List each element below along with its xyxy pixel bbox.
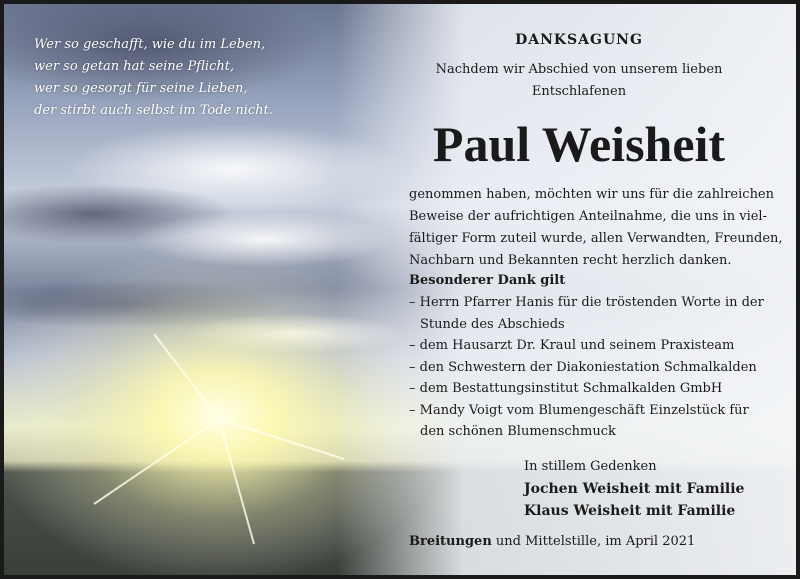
intro-line: Entschlafenen <box>531 84 627 99</box>
intro-line: Nachdem wir Abschied von unserem lieben <box>435 62 723 77</box>
thanks-item: – dem Bestattungsinstitut Schmalkalden GmbH <box>409 381 723 396</box>
place-and-date <box>409 531 695 553</box>
thanks-item: – Herrn Pfarrer Hanis für die tröstenden Worte in der <box>409 295 764 310</box>
poem-line: der stirbt auch selbst im Tode nicht. <box>34 103 273 118</box>
signer: Klaus Weisheit mit Familie <box>524 503 736 519</box>
thanks-item-continuation: den schönen Blumenschmuck <box>420 424 616 439</box>
body-line: Beweise der aufrichtigen Anteilnahme, die uns in viel- <box>409 209 767 224</box>
in-memoriam-line: In stillem Gedenken <box>524 459 657 474</box>
place-date-rest: und Mittelstille, im April 2021 <box>491 534 696 549</box>
thanks-item: – dem Hausarzt Dr. Kraul und seinem Praxisteam <box>409 338 735 353</box>
body-line: genommen haben, möchten wir uns für die zahlreichen <box>409 187 775 202</box>
signer: Jochen Weisheit mit Familie <box>524 481 745 497</box>
thanks-item: – Mandy Voigt vom Blumengeschäft Einzelstück für <box>409 402 749 418</box>
deceased-name: Paul Weisheit <box>432 116 726 172</box>
thanks-item-continuation: Stunde des Abschieds <box>420 316 565 332</box>
thanks-item: – den Schwestern der Diakoniestation Schmalkalden <box>409 359 757 375</box>
special-thanks-title: Besonderer Dank gilt <box>409 273 566 288</box>
poem-line: Wer so geschafft, wie du im Leben, <box>34 37 266 52</box>
notice-heading: DANKSAGUNG <box>515 32 643 48</box>
poem-line: wer so gesorgt für seine Lieben, <box>34 81 248 96</box>
notice-intro <box>436 59 723 103</box>
poem-line: wer so getan hat seine Pflicht, <box>34 59 235 74</box>
place-name: Breitungen <box>409 534 492 549</box>
notice-body <box>409 184 784 272</box>
body-line: Nachbarn und Bekannten recht herzlich danken. <box>409 253 732 268</box>
poem <box>34 34 273 122</box>
special-thanks-list <box>409 292 764 443</box>
body-line: fältiger Form zuteil wurde, allen Verwandten, Freunden, <box>409 231 783 246</box>
